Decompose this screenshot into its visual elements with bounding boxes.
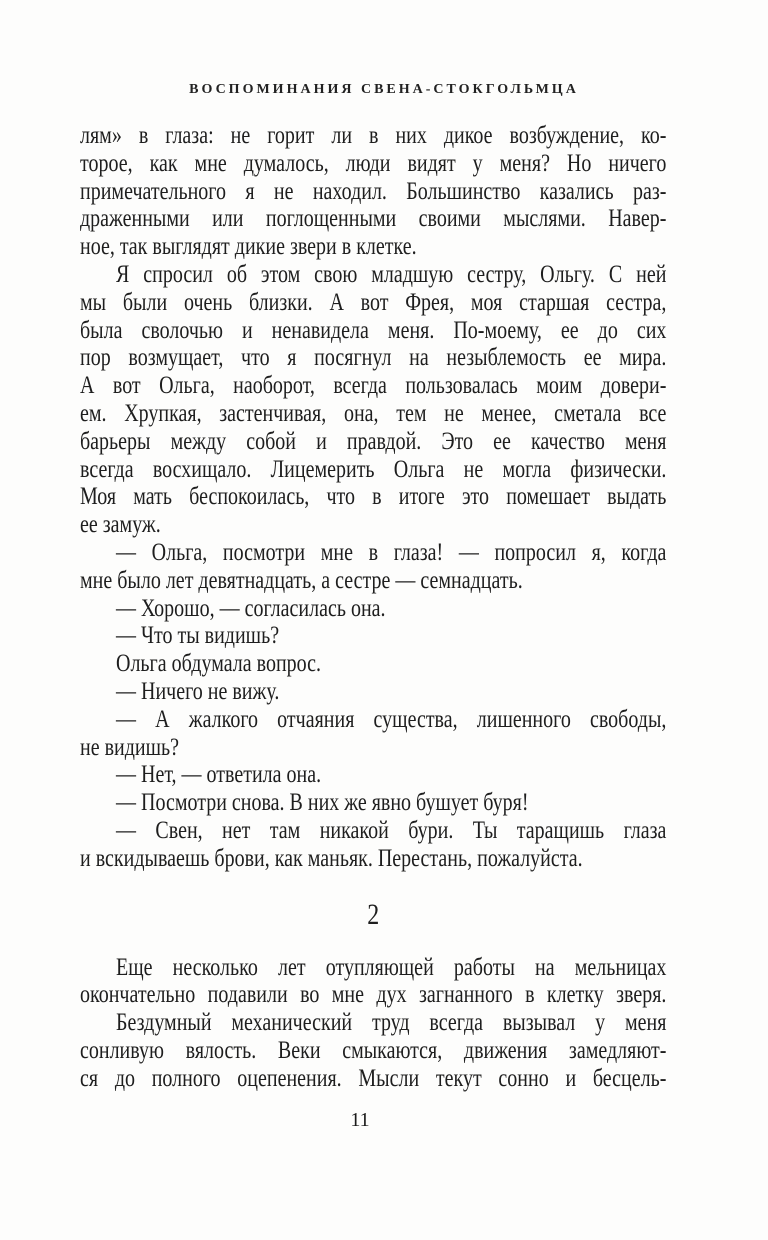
paragraph [80,761,666,789]
paragraph [80,122,666,261]
text-line: мы были очень близки. А вот Фрея, моя старшая сестра, [80,288,667,316]
text-line: ное, так выглядят дикие звери в клетке. [80,233,417,261]
text-line: А вот Ольга, наоборот, всегда пользовалась моим довери- [80,372,667,400]
text-line: окончательно подавили во мне дух загнанного в клетку зверя. [80,981,667,1009]
paragraph [80,595,666,623]
text-line: Моя мать беспокоилась, что в итоге это помешает выдать [80,483,667,511]
text-line: пор возмущает, что я посягнул на незыблемость ее мира. [80,344,667,372]
text-line: Я спросил об этом свою младшую сестру, Ольгу. С ней [116,260,667,288]
text-line: и вскидываешь брови, как маньяк. Перестань, пожалуйста. [80,844,583,872]
paragraph [80,817,666,873]
running-header: ВОСПОМИНАНИЯ СВЕНА-СТОКГОЛЬМЦА [189,82,579,97]
paragraph [80,954,666,1010]
text-block-after-section [80,954,666,1093]
paragraph [80,261,666,539]
text-line: мне было лет девятнадцать, а сестре — семнадцать. [80,566,523,594]
text-line: торое, как мне думалось, люди видят у меня? Но ничего [80,149,667,177]
text-line: ся до полного оцепенения. Мысли текут сонно и бесцель- [80,1064,667,1092]
text-block-before-section [80,122,666,873]
paragraph [80,678,666,706]
text-line: — Что ты видишь? [116,622,280,650]
text-line: драженными или поглощенными своими мыслями. Навер- [80,205,667,233]
paragraph [80,650,666,678]
text-line: — Ольга, посмотри мне в глаза! — попросил я, когда [116,538,667,566]
text-line: — Хорошо, — согласилась она. [116,594,386,622]
paragraph [80,789,666,817]
text-line: сонливую вялость. Веки смыкаются, движения замедляют- [80,1036,667,1064]
text-line: — А жалкого отчаяния существа, лишенного свободы, [116,705,667,733]
text-line: была сволочью и ненавидела меня. По-моему, ее до сих [80,316,667,344]
text-line: примечательного я не находил. Большинство казались раз- [80,177,667,205]
page-number: 11 [350,1109,370,1131]
text-line: всегда восхищало. Лицемерить Ольга не могла физически. [80,455,667,483]
text-line: — Ничего не вижу. [116,677,280,705]
section-number-heading: 2 [367,897,380,931]
text-line: — Нет, — ответила она. [116,761,322,789]
text-line: не видишь? [80,733,180,761]
text-line: — Посмотри снова. В них же явно бушует буря! [116,789,529,817]
text-line: Еще несколько лет отупляющей работы на мельницах [116,953,667,981]
paragraph [80,1009,666,1092]
text-line: Ольга обдумала вопрос. [116,650,322,678]
paragraph [80,539,666,595]
text-line: барьеры между собой и правдой. Это ее качество меня [80,427,667,455]
paragraph [80,622,666,650]
paragraph [80,706,666,762]
text-line: ее замуж. [80,511,161,539]
text-line: ем. Хрупкая, застенчивая, она, тем не менее, сметала все [80,399,667,427]
text-line: лям» в глаза: не горит ли в них дикое возбуждение, ко- [80,122,667,149]
text-line: — Свен, нет там никакой бури. Ты таращишь глаза [116,816,667,844]
text-column [80,122,666,1093]
body-text [80,122,666,1093]
text-line: Бездумный механический труд всегда вызывал у меня [116,1009,667,1037]
